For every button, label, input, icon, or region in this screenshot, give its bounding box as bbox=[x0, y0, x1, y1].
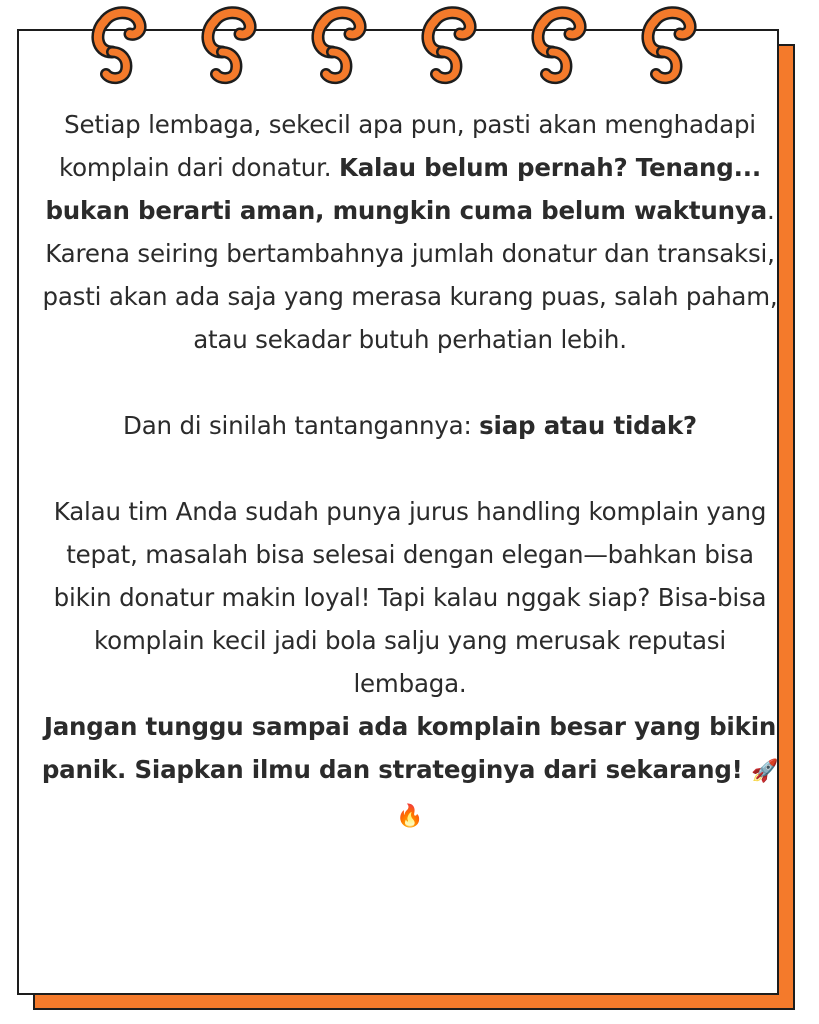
intro-text: Setiap lembaga, sekecil apa pun, pasti akan menghadapi komplain dari donatur. bbox=[59, 110, 756, 182]
paragraph-spacer bbox=[40, 447, 780, 490]
challenge-emphasis: siap atau tidak? bbox=[479, 411, 697, 440]
paragraph-intro bbox=[40, 103, 780, 361]
intro-continuation: . Karena seiring bertambahnya jumlah donatur dan transaksi, pasti akan ada saja yang merasa kurang puas, salah paham, atau sekadar butuh perhatian lebih. bbox=[42, 196, 778, 354]
rocket-fire-icon: 🚀🔥 bbox=[396, 759, 779, 829]
paragraph-handling: Kalau tim Anda sudah punya jurus handling komplain yang tepat, masalah bisa selesai dengan elegan—bahkan bisa bikin donatur makin loyal! Tapi kalau nggak siap? Bisa-bisa komplain kecil jadi bola salju yang merusak reputasi lembaga. bbox=[53, 497, 767, 698]
intro-emphasis: Kalau belum pernah? Tenang... bukan berarti aman, mungkin cuma belum waktunya bbox=[45, 153, 767, 225]
note-text bbox=[40, 103, 780, 838]
challenge-text: Dan di sinilah tantangannya: bbox=[123, 411, 480, 440]
paragraph-challenge bbox=[40, 404, 780, 447]
paragraph-spacer bbox=[40, 361, 780, 404]
paragraph-call-to-action bbox=[40, 705, 780, 838]
call-to-action-text: Jangan tunggu sampai ada komplain besar yang bikin panik. Siapkan ilmu dan strateginya dari sekarang! bbox=[41, 712, 777, 784]
